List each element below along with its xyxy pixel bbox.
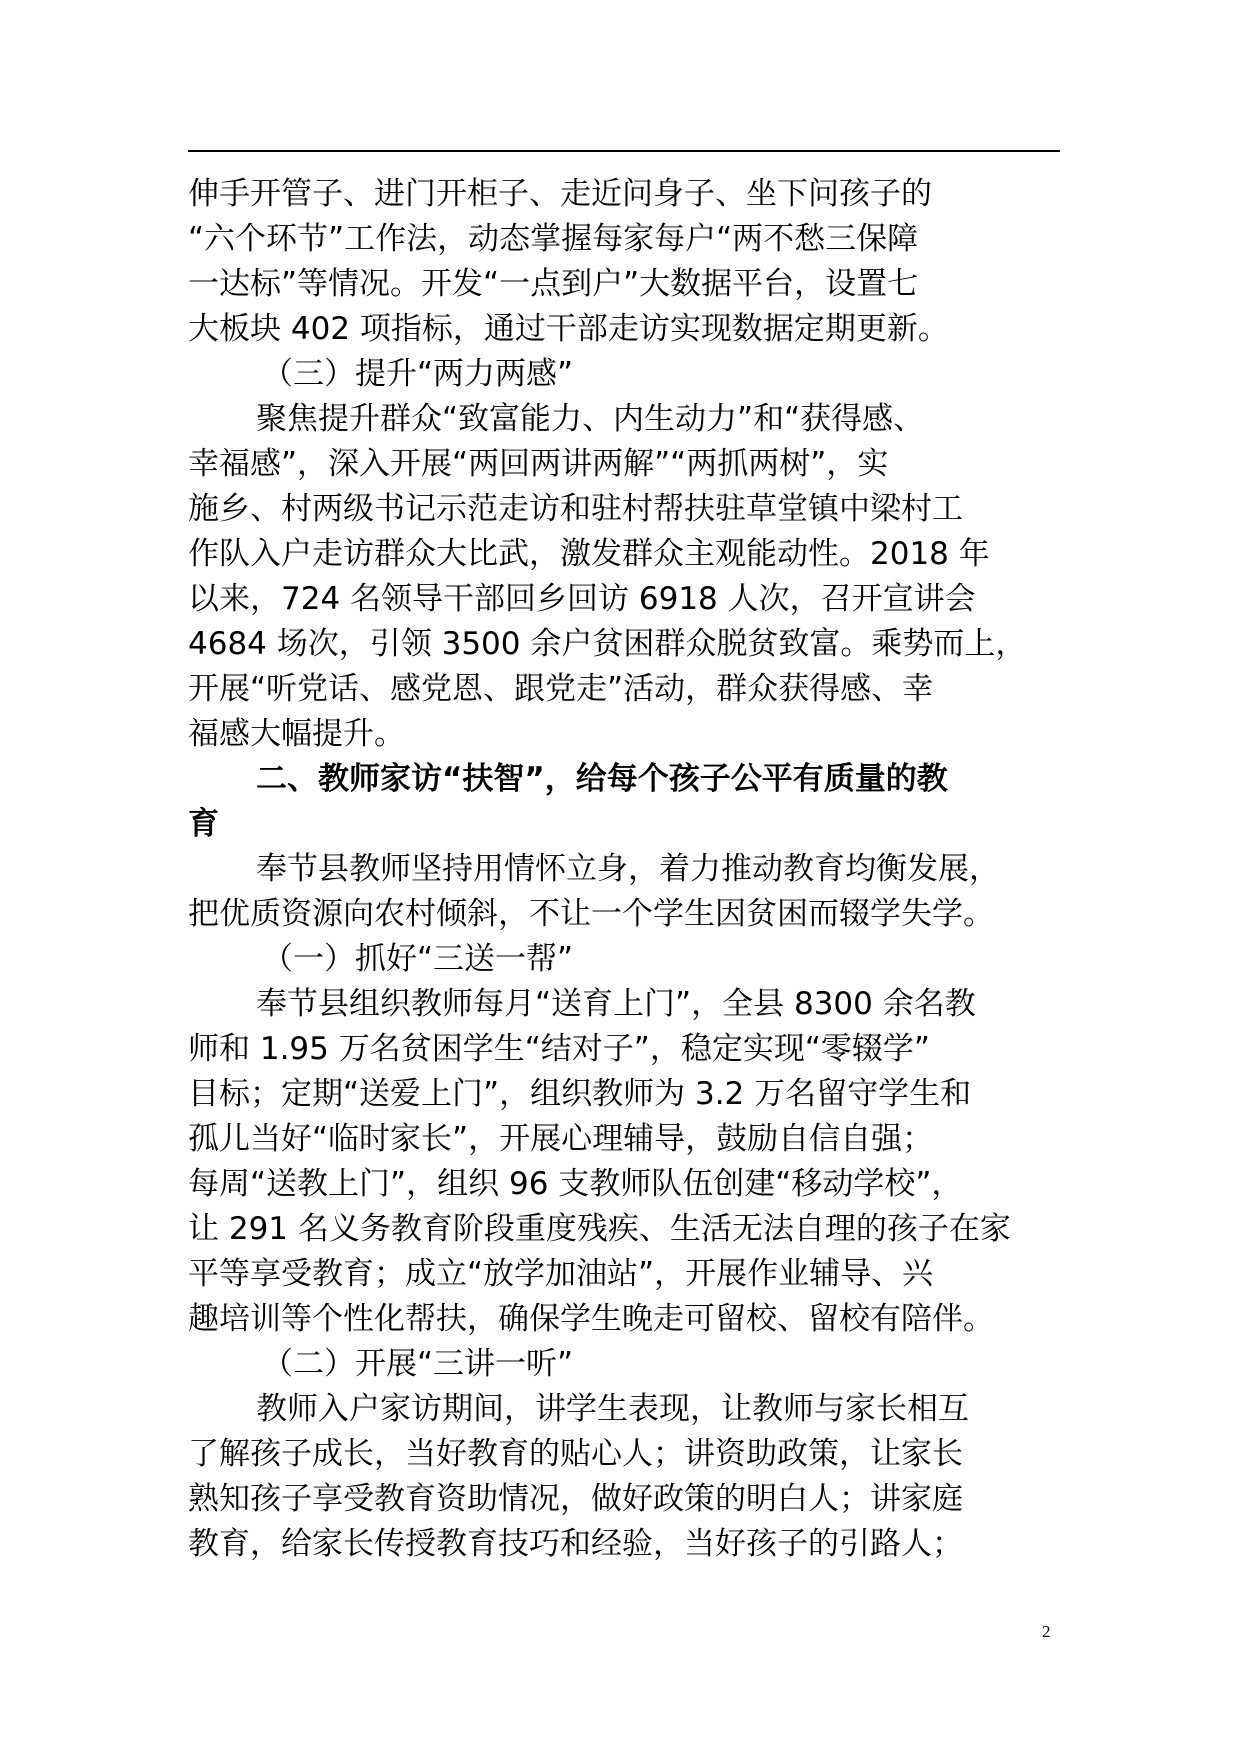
body-line: 幸福感”，深入开展“两回两讲两解”“两抓两树”，实 (188, 446, 889, 482)
chapter-heading-continued: 育 (188, 806, 219, 842)
header-rule (188, 150, 1060, 152)
body-line: 开展“听党话、感党恩、跟党走”活动，群众获得感、幸 (188, 671, 934, 707)
body-line: 师和 1.95 万名贫困学生“结对子”，稳定实现“零辍学” (188, 1031, 930, 1067)
section-heading: （三）提升“两力两感” (262, 356, 574, 392)
paragraph-first-line: 奉节县教师坚持用情怀立身，着力推动教育均衡发展， (256, 851, 1000, 887)
body-line: 让 291 名义务教育阶段重度残疾、生活无法自理的孩子在家 (188, 1211, 1011, 1247)
section-heading: （一）抓好“三送一帮” (262, 941, 574, 977)
body-line: 4684 场次，引领 3500 余户贫困群众脱贫致富。乘势而上， (188, 626, 1027, 662)
body-line: 趣培训等个性化帮扶，确保学生晚走可留校、留校有陪伴。 (188, 1301, 994, 1337)
paragraph-first-line: 教师入户家访期间，讲学生表现，让教师与家长相互 (256, 1391, 969, 1427)
chapter-heading: 二、教师家访“扶智”，给每个孩子公平有质量的教 (256, 761, 948, 797)
section-heading: （二）开展“三讲一听” (262, 1346, 574, 1382)
paragraph-first-line: 聚焦提升群众“致富能力、内生动力”和“获得感、 (256, 401, 925, 437)
body-line: 每周“送教上门”，组织 96 支教师队伍创建“移动学校”， (188, 1166, 963, 1202)
paragraph-first-line: 奉节县组织教师每月“送育上门”，全县 8300 余名教 (256, 986, 976, 1022)
body-line: 了解孩子成长，当好教育的贴心人；讲资助政策，让家长 (188, 1436, 963, 1472)
body-line: 一达标”等情况。开发“一点到户”大数据平台，设置七 (188, 266, 919, 302)
body-line: 作队入户走访群众大比武，激发群众主观能动性。2018 年 (188, 536, 990, 572)
body-line: 教育，给家长传授教育技巧和经验，当好孩子的引路人； (188, 1526, 963, 1562)
body-line: “六个环节”工作法，动态掌握每家每户“两不愁三保障 (188, 221, 919, 257)
body-line: 大板块 402 项指标，通过干部走访实现数据定期更新。 (188, 311, 949, 347)
body-line: 把优质资源向农村倾斜，不让一个学生因贫困而辍学失学。 (188, 896, 994, 932)
body-line: 福感大幅提升。 (188, 716, 405, 752)
body-line: 平等享受教育；成立“放学加油站”，开展作业辅导、兴 (188, 1256, 934, 1292)
body-line: 伸手开管子、进门开柜子、走近问身子、坐下问孩子的 (188, 176, 932, 212)
body-line: 孤儿当好“临时家长”，开展心理辅导，鼓励自信自强； (188, 1121, 934, 1157)
body-line: 以来，724 名领导干部回乡回访 6918 人次，召开宣讲会 (188, 581, 976, 617)
body-line: 目标；定期“送爱上门”，组织教师为 3.2 万名留守学生和 (188, 1076, 972, 1112)
body-line: 熟知孩子享受教育资助情况，做好政策的明白人；讲家庭 (188, 1481, 963, 1517)
body-line: 施乡、村两级书记示范走访和驻村帮扶驻草堂镇中梁村工 (188, 491, 963, 527)
page-number: 2 (1042, 1622, 1051, 1641)
